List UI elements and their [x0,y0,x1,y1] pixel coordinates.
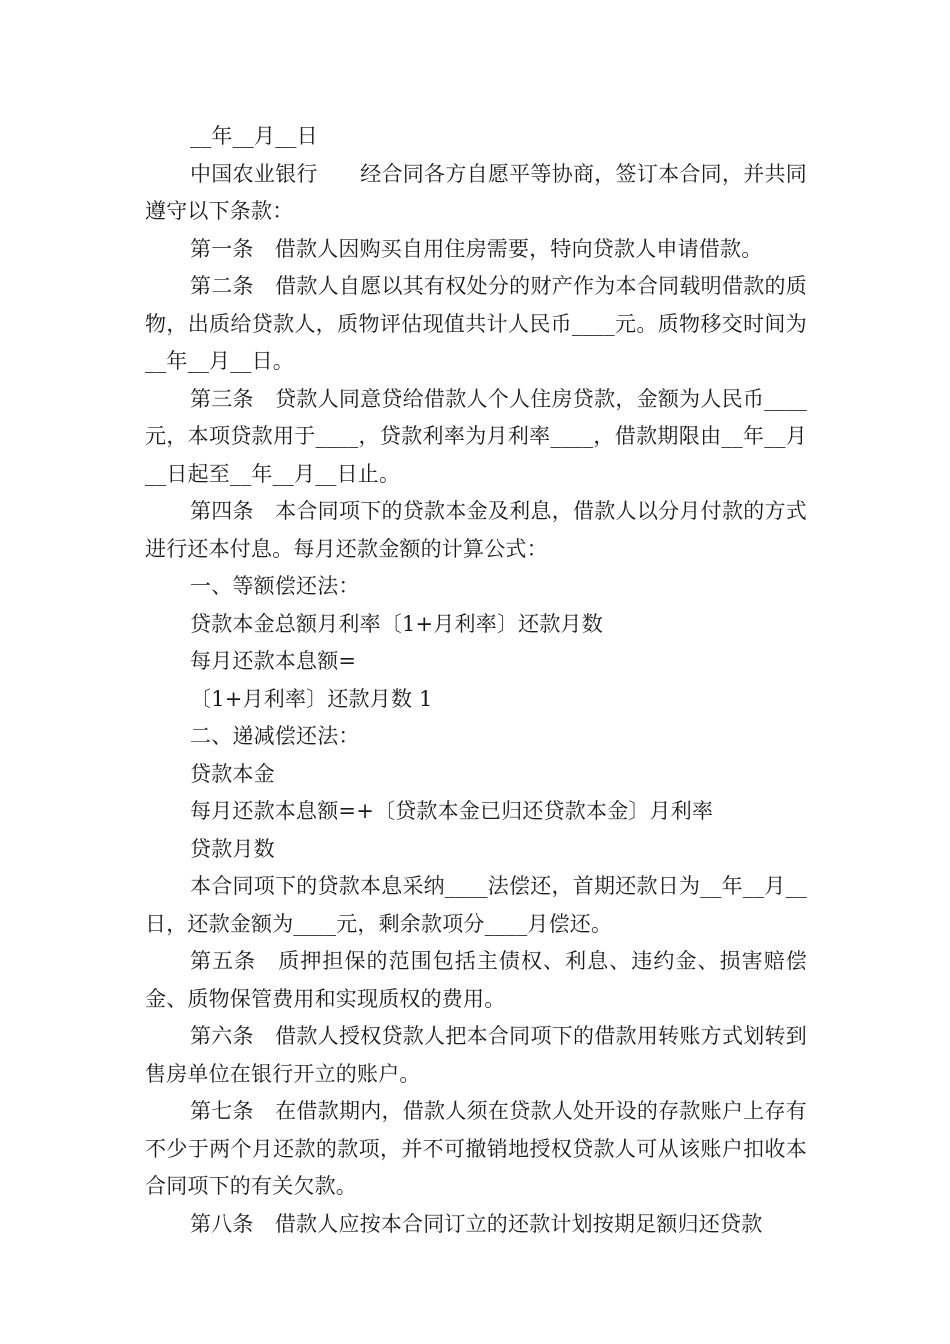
date-line: __年__月__日 [190,124,318,148]
article-1: 第一条 借款人因购买自用住房需要，特向贷款人申请借款。 [190,236,763,261]
article-3: 第三条 贷款人同意贷给借款人个人住房贷款，金额为人民币____元，本项贷款用于____，贷款利率为月利率____，借款期限由__年__月__日起至__年__月__日止。 [145,386,807,486]
formula-decreasing-denominator: 贷款月数 [190,836,275,861]
article-4: 第四条 本合同项下的贷款本金及利息，借款人以分月付款的方式进行还本付息。每月还款金额的计算公式： [145,499,807,561]
formula-decreasing-label: 每月还款本息额=+〔贷款本金已归还贷款本金〕月利率 [190,799,714,823]
article-8: 第八条 借款人应按本合同订立的还款计划按期足额归还贷款 [190,1211,763,1236]
formula-equal-label: 每月还款本息额= [190,649,357,673]
method-equal-heading: 一、等额偿还法： [190,574,360,598]
document-body [145,118,807,1243]
formula-equal-numerator: 贷款本金总额月利率〔1+月利率〕还款月数 [190,611,603,636]
preamble-paragraph: 中国农业银行 经合同各方自愿平等协商，签订本合同，并共同遵守以下条款： [145,161,807,223]
formula-decreasing-numerator: 贷款本金 [190,761,275,786]
method-decreasing-heading: 二、递减偿还法： [190,724,360,748]
repayment-paragraph: 本合同项下的贷款本息采纳____法偿还，首期还款日为__年__月__日，还款金额为____元，剩余款项分____月偿还。 [145,874,807,936]
article-2: 第二条 借款人自愿以其有权处分的财产作为本合同载明借款的质物，出质给贷款人，质物评估现值共计人民币____元。质物移交时间为__年__月__日。 [145,274,807,373]
article-7: 第七条 在借款期内，借款人须在贷款人处开设的存款账户上存有不少于两个月还款的款项，并不可撤销地授权贷款人可从该账户扣收本合同项下的有关欠款。 [145,1099,807,1198]
article-5: 第五条 质押担保的范围包括主债权、利息、违约金、损害赔偿金、质物保管费用和实现质权的费用。 [145,949,807,1011]
formula-equal-denominator: 〔1+月利率〕还款月数 1 [190,686,433,711]
article-6: 第六条 借款人授权贷款人把本合同项下的借款用转账方式划转到售房单位在银行开立的账户。 [145,1024,807,1086]
